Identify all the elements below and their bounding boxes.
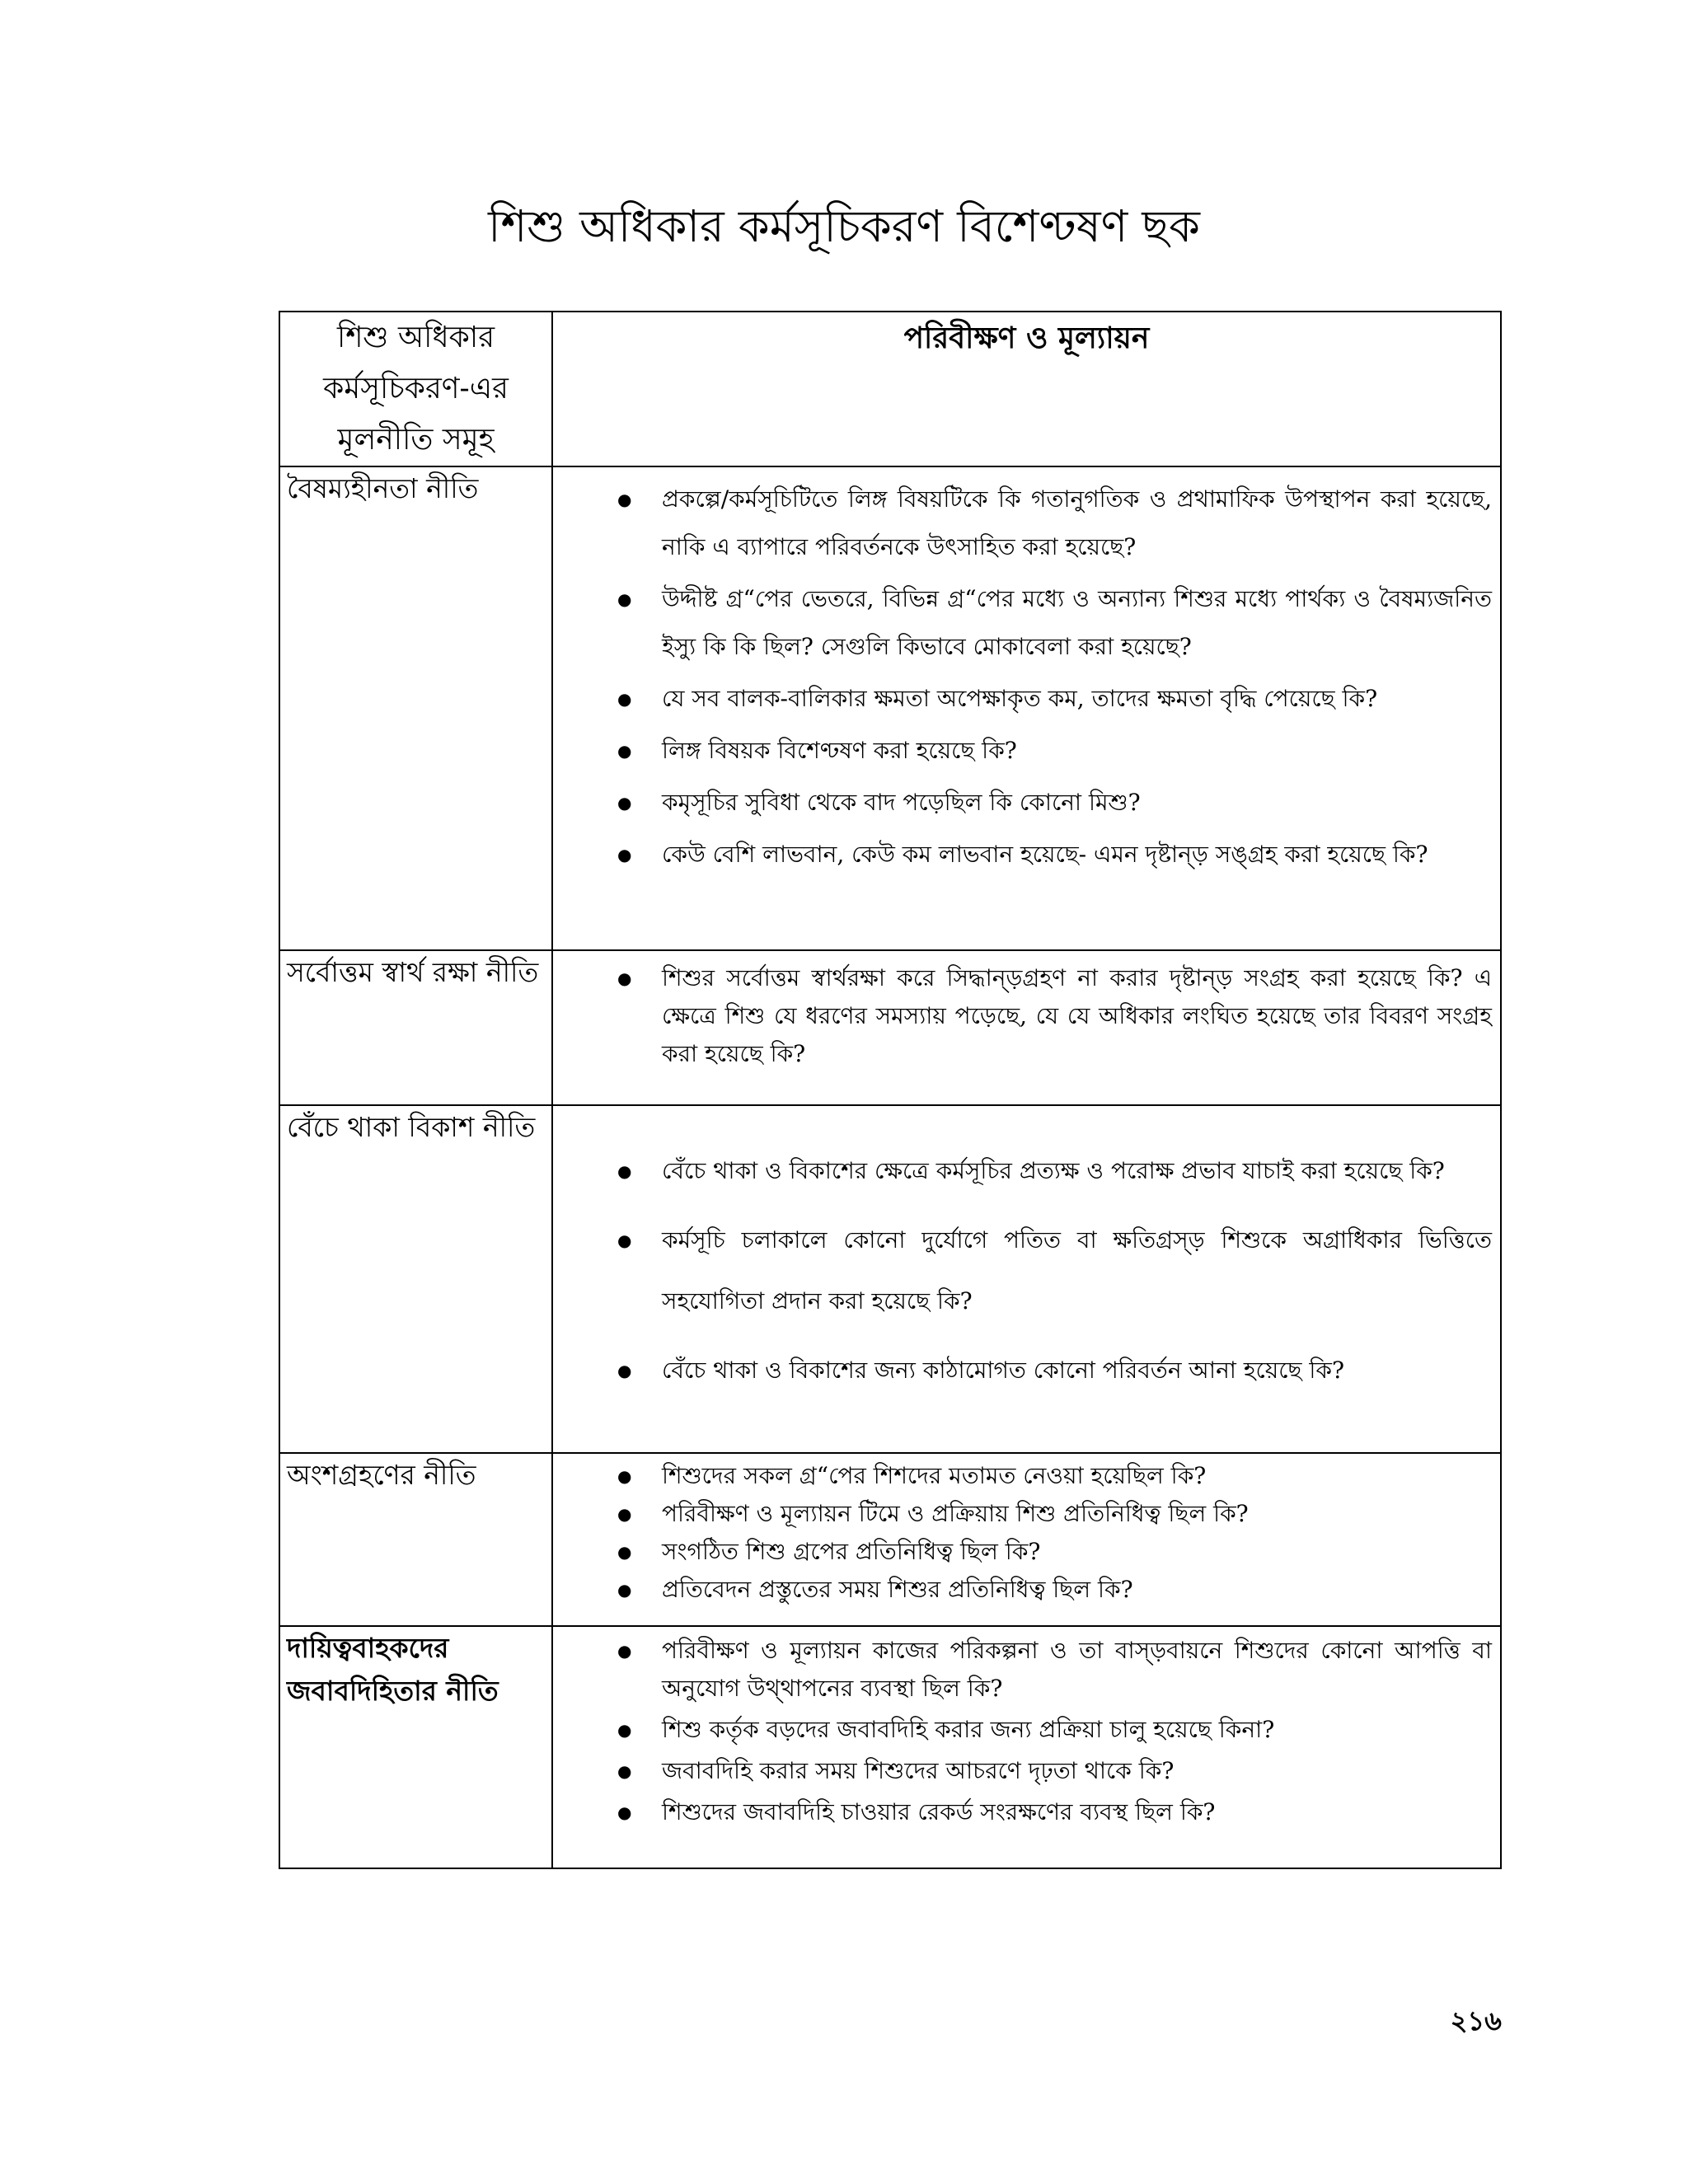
principle-cell bbox=[279, 1626, 552, 1868]
principle-label: সর্বোত্তম স্বার্থ রক্ষা নীতি bbox=[287, 956, 539, 988]
list-item bbox=[553, 1495, 1492, 1533]
list-item bbox=[553, 831, 1492, 879]
questions-cell bbox=[552, 950, 1501, 1105]
question-text: কমৃসূচির সুবিধা থেকে বাদ পড়েছিল কি কোনো মিশু? bbox=[662, 789, 1141, 816]
question-text: উদ্দীষ্ট গ্র“পের ভেতরে, বিভিন্ন গ্র“পের মধ্যে ও অন্যান্য শিশুর মধ্যে পার্থক্য ও বৈষম্যজনিত ইস্যু কি কি ছিল? সেগুলি কিভাবে মোকাবেলা করা হয়েছে? bbox=[662, 585, 1492, 660]
list-item bbox=[553, 1571, 1492, 1609]
question-text: বেঁচে থাকা ও বিকাশের জন্য কাঠামোগত কোনো পরিবর্তন আনা হয়েছে কি? bbox=[662, 1357, 1345, 1384]
bullet-icon: ● bbox=[617, 1361, 632, 1380]
question-list bbox=[553, 1627, 1500, 1831]
question-list bbox=[553, 1106, 1500, 1401]
list-item bbox=[553, 1141, 1492, 1202]
bullet-icon: ● bbox=[617, 589, 632, 609]
table-header-row bbox=[279, 312, 1501, 466]
question-text: পরিবীক্ষণ ও মূল্যায়ন কাজের পরিকল্পনা ও তা বাস্ড়বায়নে শিশুদের কোনো আপত্তি বা অনুযোগ উথ্থাপনের ব্যবস্থা ছিল কি? bbox=[662, 1637, 1492, 1702]
principle-cell bbox=[279, 950, 552, 1105]
list-item bbox=[553, 1340, 1492, 1401]
list-item bbox=[553, 1632, 1492, 1708]
bullet-icon: ● bbox=[617, 1802, 632, 1822]
question-text: শিশুদের সকল গ্র“পের শিশদের মতামত নেওয়া হয়েছিল কি? bbox=[662, 1462, 1207, 1489]
question-text: শিশুর সর্বোত্তম স্বার্থরক্ষা করে সিদ্ধান্ড়গ্রহণ না করার দৃষ্টান্ড় সংগ্রহ করা হয়েছে কি? এ ক্ষেত্রে শিশু যে ধরণের সমস্যায় পড়েছে, যে যে অধিকার লংঘিত হয়েছে তার বিবরণ সংগ্রহ করা হয়েছে কি? bbox=[662, 964, 1492, 1067]
principle-cell bbox=[279, 466, 552, 950]
question-text: কর্মসূচি চলাকালে কোনো দুর্যোগে পতিত বা ক্ষতিগ্রস্ড় শিশুকে অগ্রাধিকার ভিত্তিতে সহযোগিতা প্রদান করা হয়েছে কি? bbox=[662, 1226, 1492, 1315]
list-item bbox=[553, 1711, 1492, 1749]
table-row bbox=[279, 1105, 1501, 1453]
bullet-icon: ● bbox=[617, 968, 632, 988]
bullet-icon: ● bbox=[617, 1466, 632, 1486]
question-list bbox=[553, 1454, 1500, 1609]
list-item bbox=[553, 1210, 1492, 1332]
question-text: প্রতিবেদন প্রস্তুতের সময় শিশুর প্রতিনিধিত্ব ছিল কি? bbox=[662, 1576, 1133, 1603]
question-text: প্রকল্পে/কর্মসূচিটিতে লিঙ্গ বিষয়টিকে কি গতানুগতিক ও প্রথামাফিক উপস্থাপন করা হয়েছে, নাকি এ ব্যাপারে পরিবর্তনকে উৎসাহিত করা হয়েছে? bbox=[662, 485, 1492, 560]
bullet-icon: ● bbox=[617, 1720, 632, 1740]
questions-cell bbox=[552, 1453, 1501, 1626]
question-text: পরিবীক্ষণ ও মূল্যায়ন টিমে ও প্রক্রিয়ায় শিশু প্রতিনিধিত্ব ছিল কি? bbox=[662, 1500, 1249, 1527]
bullet-icon: ● bbox=[617, 845, 632, 865]
list-item bbox=[553, 1793, 1492, 1831]
bullet-icon: ● bbox=[617, 741, 632, 761]
page-number: ২১৬ bbox=[1450, 2005, 1502, 2036]
questions-cell bbox=[552, 1105, 1501, 1453]
table-row bbox=[279, 950, 1501, 1105]
list-item bbox=[553, 779, 1492, 827]
question-list bbox=[553, 467, 1500, 879]
list-item bbox=[553, 1457, 1492, 1495]
bullet-icon: ● bbox=[617, 1542, 632, 1562]
principle-cell bbox=[279, 1453, 552, 1626]
questions-cell bbox=[552, 1626, 1501, 1868]
bullet-icon: ● bbox=[617, 1761, 632, 1781]
question-text: সংগঠিত শিশু গ্রপের প্রতিনিধিত্ব ছিল কি? bbox=[662, 1538, 1041, 1565]
question-list bbox=[553, 951, 1500, 1073]
table-row bbox=[279, 466, 1501, 950]
list-item bbox=[553, 1752, 1492, 1790]
list-item bbox=[553, 1533, 1492, 1571]
table-row bbox=[279, 1453, 1501, 1626]
list-item bbox=[553, 959, 1492, 1073]
bullet-icon: ● bbox=[617, 793, 632, 813]
list-item bbox=[553, 575, 1492, 671]
bullet-icon: ● bbox=[617, 1504, 632, 1524]
bullet-icon: ● bbox=[617, 490, 632, 509]
list-item bbox=[553, 675, 1492, 723]
table-row bbox=[279, 1626, 1501, 1868]
question-text: লিঙ্গ বিষয়ক বিশেণ্ঢষণ করা হয়েছে কি? bbox=[662, 737, 1017, 764]
question-text: শিশু কর্তৃক বড়দের জবাবদিহি করার জন্য প্রক্রিয়া চালু হয়েছে কিনা? bbox=[662, 1716, 1275, 1743]
bullet-icon: ● bbox=[617, 1161, 632, 1181]
page-title: শিশু অধিকার কর্মসূচিকরণ বিশেণ্ঢষণ ছক bbox=[488, 200, 1200, 252]
principle-label: বেঁচে থাকা বিকাশ নীতি bbox=[287, 1111, 536, 1143]
bullet-icon: ● bbox=[617, 1230, 632, 1250]
principle-label: দায়িত্ববাহকদের জবাবদিহিতার নীতি bbox=[287, 1632, 499, 1707]
column-header-monitoring: পরিবীক্ষণ ও মূল্যায়ন bbox=[552, 312, 1501, 466]
list-item bbox=[553, 476, 1492, 571]
questions-cell bbox=[552, 466, 1501, 950]
bullet-icon: ● bbox=[617, 689, 632, 709]
question-text: শিশুদের জবাবদিহি চাওয়ার রেকর্ড সংরক্ষণের ব্যবস্থ ছিল কি? bbox=[662, 1798, 1216, 1825]
principle-cell bbox=[279, 1105, 552, 1453]
column-header-principles: শিশু অধিকার কর্মসূচিকরণ-এর মূলনীতি সমূহ bbox=[279, 312, 552, 466]
bullet-icon: ● bbox=[617, 1580, 632, 1600]
question-text: যে সব বালক-বালিকার ক্ষমতা অপেক্ষাকৃত কম, তাদের ক্ষমতা বৃদ্ধি পেয়েছে কি? bbox=[662, 685, 1378, 712]
question-text: বেঁচে থাকা ও বিকাশের ক্ষেত্রে কর্মসূচির প্রত্যক্ষ ও পরোক্ষ প্রভাব যাচাই করা হয়েছে কি? bbox=[662, 1157, 1445, 1184]
question-text: জবাবদিহি করার সময় শিশুদের আচরণে দৃঢ়তা থাকে কি? bbox=[662, 1757, 1175, 1784]
principle-label: অংশগ্রহণের নীতি bbox=[287, 1459, 476, 1491]
principle-label: বৈষম্যহীনতা নীতি bbox=[287, 472, 479, 504]
analysis-table bbox=[279, 311, 1502, 1869]
bullet-icon: ● bbox=[617, 1641, 632, 1661]
question-text: কেউ বেশি লাভবান, কেউ কম লাভবান হয়েছে- এমন দৃষ্টান্ড় সঙ্গ্রহ করা হয়েছে কি? bbox=[662, 841, 1428, 868]
list-item bbox=[553, 727, 1492, 775]
